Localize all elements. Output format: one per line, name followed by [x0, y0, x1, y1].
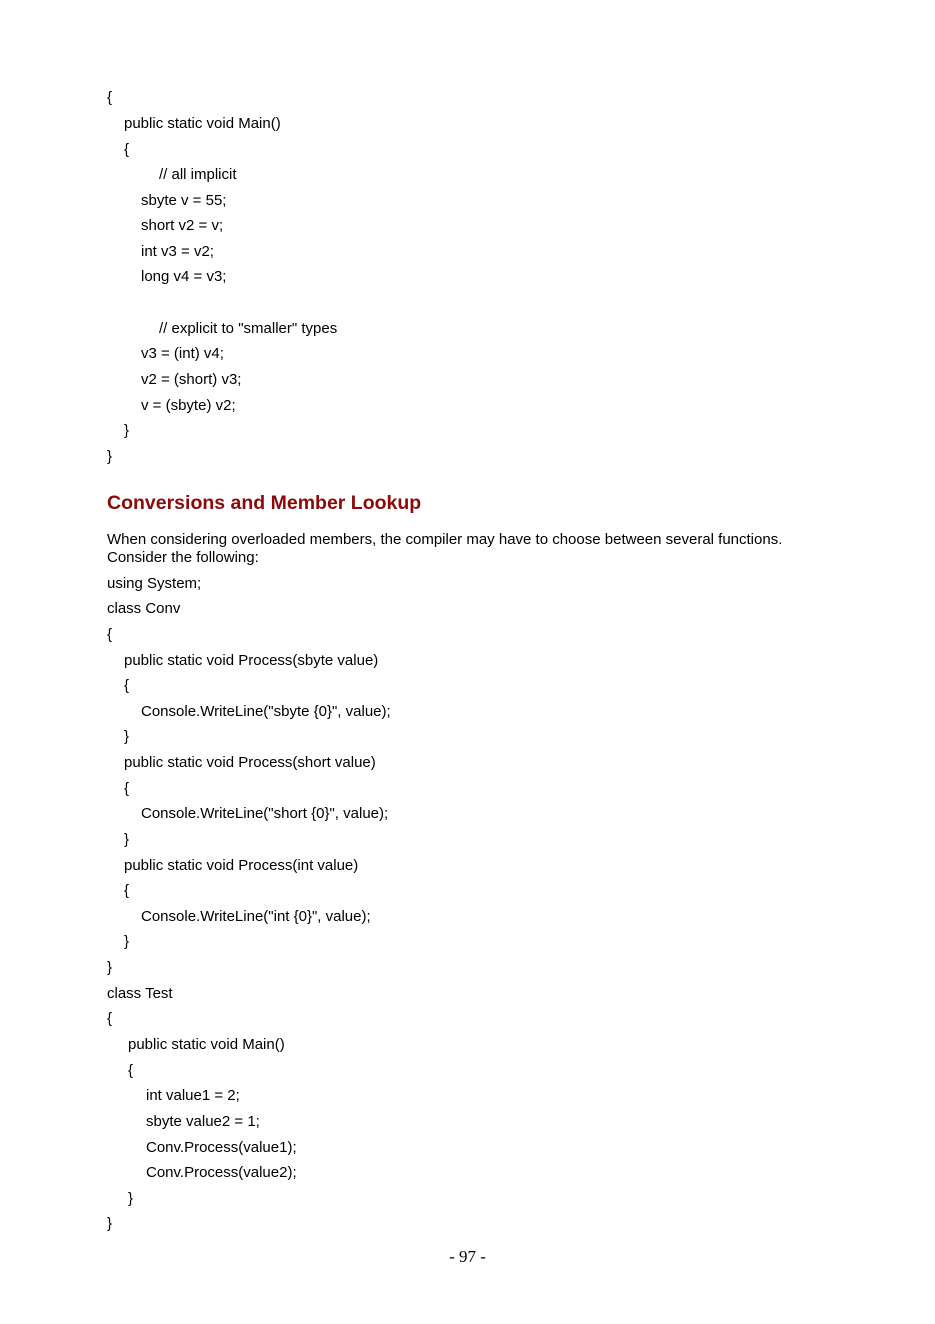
code-line: v3 = (int) v4; — [141, 345, 224, 362]
code-line: } — [124, 831, 130, 848]
code-line: public static void Main() — [124, 115, 281, 132]
paragraph-line: When considering overloaded members, the compiler may have to choose between several functions. — [107, 531, 783, 548]
code-line: { — [107, 89, 113, 106]
code-line: public static void Process(sbyte value) — [124, 652, 379, 669]
page-number: - 97 - — [449, 1247, 486, 1266]
code-line: class Test — [107, 985, 173, 1002]
code-line: { — [124, 141, 130, 158]
code-line: public static void Process(int value) — [124, 857, 359, 874]
paragraph-line: Consider the following: — [107, 549, 259, 566]
code-line: Console.WriteLine("int {0}", value); — [141, 908, 371, 925]
code-line: sbyte v = 55; — [141, 192, 227, 209]
code-line: Console.WriteLine("sbyte {0}", value); — [141, 703, 391, 720]
code-line: { — [124, 677, 130, 694]
code-comment: // explicit to "smaller" types — [159, 320, 338, 337]
code-line: } — [107, 1215, 113, 1232]
code-line: } — [124, 933, 130, 950]
code-line: { — [107, 1010, 113, 1027]
code-line: long v4 = v3; — [141, 268, 227, 285]
code-line: public static void Process(short value) — [124, 754, 376, 771]
code-line: sbyte value2 = 1; — [146, 1113, 260, 1130]
code-line: v = (sbyte) v2; — [141, 397, 236, 414]
code-line: int value1 = 2; — [146, 1087, 240, 1104]
code-line: Conv.Process(value2); — [146, 1164, 297, 1181]
code-line: using System; — [107, 575, 202, 592]
code-line: } — [128, 1190, 134, 1207]
code-line: v2 = (short) v3; — [141, 371, 242, 388]
code-line: { — [128, 1062, 134, 1079]
code-line: public static void Main() — [128, 1036, 285, 1053]
section-heading: Conversions and Member Lookup — [107, 492, 422, 514]
code-line: } — [124, 422, 130, 439]
code-line: Conv.Process(value1); — [146, 1139, 297, 1156]
code-comment: // all implicit — [159, 166, 237, 183]
code-line: } — [124, 728, 130, 745]
code-line: { — [124, 882, 130, 899]
code-line: Console.WriteLine("short {0}", value); — [141, 805, 389, 822]
code-line: } — [107, 959, 113, 976]
code-line: } — [107, 448, 113, 465]
code-line: short v2 = v; — [141, 217, 224, 234]
code-line: { — [107, 626, 113, 643]
code-line: { — [124, 780, 130, 797]
code-line: class Conv — [107, 600, 181, 617]
code-line: int v3 = v2; — [141, 243, 214, 260]
